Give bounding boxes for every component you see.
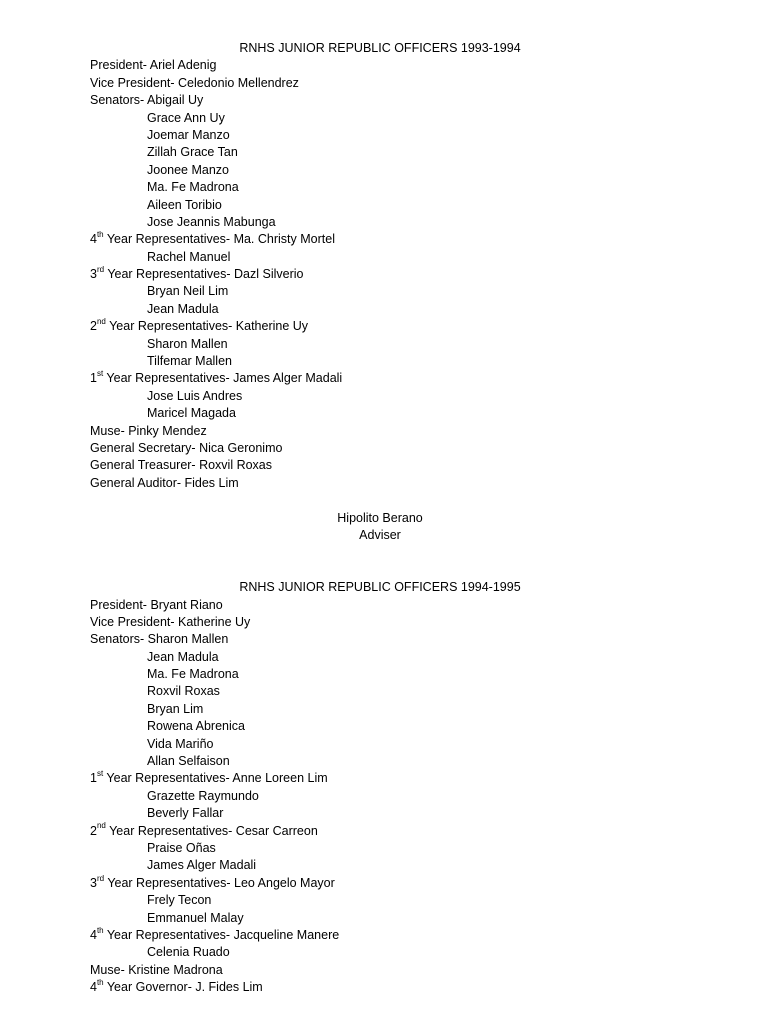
senator-name: Joonee Manzo (147, 162, 230, 177)
officers-section-1993-1994 (90, 40, 680, 544)
representative-name: Jose Luis Andres (147, 388, 243, 403)
representatives-line: 3rd Year Representatives- Leo Angelo Mayor (90, 873, 335, 890)
representative-name: James Alger Madali (147, 858, 257, 873)
president-line: President- Bryant Riano (90, 597, 223, 612)
senator-name: Bryan Lim (147, 701, 204, 716)
senator-name: Ma. Fe Madrona (147, 180, 239, 195)
document-body (90, 40, 680, 997)
adviser-name: Hipolito Berano (337, 510, 423, 525)
section-title: RNHS JUNIOR REPUBLIC OFFICERS 1993-1994 (239, 41, 521, 55)
senators-line: Senators- Abigail Uy (90, 93, 204, 108)
section-title: RNHS JUNIOR REPUBLIC OFFICERS 1994-1995 (239, 580, 521, 595)
senator-name: Jose Jeannis Mabunga (147, 214, 276, 229)
senator-name: Jean Madula (147, 649, 219, 664)
general-secretary-line: General Secretary- Nica Geronimo (90, 440, 283, 455)
muse-line: Muse- Pinky Mendez (90, 423, 207, 438)
representative-name: Praise Oñas (147, 840, 216, 855)
governor-line: 4th Year Governor- J. Fides Lim (90, 977, 263, 995)
representative-name: Grazette Raymundo (147, 788, 259, 803)
adviser-title: Adviser (359, 527, 401, 542)
senator-name: Vida Mariño (147, 736, 214, 751)
officers-section-1994-1995 (90, 579, 680, 996)
vice-president-line: Vice President- Katherine Uy (90, 614, 251, 629)
representatives-line: 1st Year Representatives- James Alger Madali (90, 369, 343, 386)
senator-name: Ma. Fe Madrona (147, 667, 239, 682)
general-treasurer-line: General Treasurer- Roxvil Roxas (90, 458, 273, 473)
vice-president-line: Vice President- Celedonio Mellendrez (90, 75, 299, 90)
senator-name: Grace Ann Uy (147, 110, 225, 125)
representative-name: Jean Madula (147, 301, 219, 316)
senator-name: Allan Selfaison (147, 754, 230, 769)
senator-name: Joemar Manzo (147, 127, 230, 142)
representative-name: Emmanuel Malay (147, 910, 244, 925)
representative-name: Maricel Magada (147, 406, 236, 421)
spacer (90, 492, 680, 509)
representative-name: Rachel Manuel (147, 249, 231, 264)
representatives-line: 3rd Year Representatives- Dazl Silverio (90, 264, 304, 282)
representative-name: Sharon Mallen (147, 336, 228, 351)
representative-name: Frely Tecon (147, 893, 212, 908)
senators-line: Senators- Sharon Mallen (90, 632, 229, 647)
representatives-line: 4th Year Representatives- Jacqueline Manere (90, 925, 340, 942)
senator-name: Rowena Abrenica (147, 719, 245, 734)
spacer (90, 544, 680, 579)
representatives-line: 4th Year Representatives- Ma. Christy Mortel (90, 230, 335, 247)
president-line: President- Ariel Adenig (90, 58, 217, 73)
senator-name: Roxvil Roxas (147, 684, 220, 699)
senator-name: Zillah Grace Tan (147, 145, 238, 160)
representative-name: Celenia Ruado (147, 945, 230, 960)
representatives-line: 2nd Year Representatives- Katherine Uy (90, 317, 309, 334)
senator-name: Aileen Toribio (147, 197, 222, 212)
representatives-line: 2nd Year Representatives- Cesar Carreon (90, 821, 318, 838)
representatives-line: 1st Year Representatives- Anne Loreen Lim (90, 769, 328, 786)
representative-name: Bryan Neil Lim (147, 284, 229, 299)
general-auditor-line: General Auditor- Fides Lim (90, 475, 239, 490)
muse-line: Muse- Kristine Madrona (90, 962, 223, 977)
representative-name: Beverly Fallar (147, 806, 224, 821)
representative-name: Tilfemar Mallen (147, 354, 232, 369)
